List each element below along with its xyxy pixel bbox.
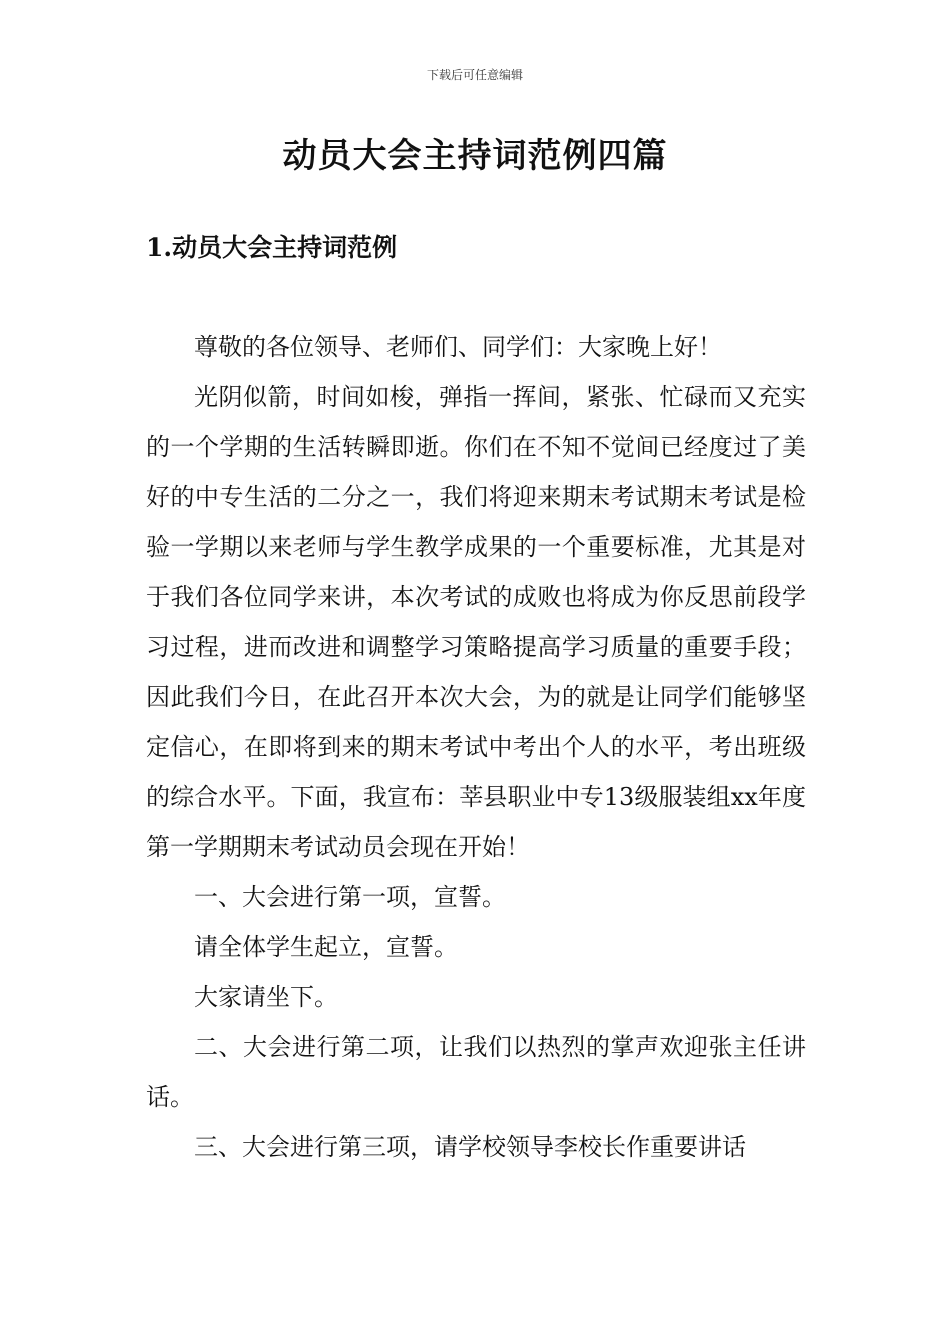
header-note: 下载后可任意编辑 <box>426 68 523 82</box>
paragraph-sit-down: 大家请坐下。 <box>194 983 338 1011</box>
document-title: 动员大会主持词范例四篇 <box>282 136 668 176</box>
paragraph-oath: 请全体学生起立，宣誓。 <box>194 933 458 961</box>
document-body <box>146 322 806 1172</box>
paragraph-item-1: 一、大会进行第一项，宣誓。 <box>194 883 506 911</box>
paragraph-item-2: 二、大会进行第二项，让我们以热烈的掌声欢迎张主任讲话。 <box>146 1033 806 1111</box>
paragraph-item-3: 三、大会进行第三项，请学校领导李校长作重要讲话 <box>194 1133 746 1161</box>
paragraph-greeting: 尊敬的各位领导、老师们、同学们：大家晚上好！ <box>194 333 722 361</box>
section-heading: 1.动员大会主持词范例 <box>146 233 398 262</box>
paragraph-opening: 光阴似箭，时间如梭，弹指一挥间，紧张、忙碌而又充实的一个学期的生活转瞬即逝。你们在不知不觉间已经度过了美好的中专生活的二分之一，我们将迎来期末考试期末考试是检验一学期以来老师与学生教学成果的一个重要标准，尤其是对于我们各位同学来讲，本次考试的成败也将成为你反思前段学习过程，进而改进和调整学习策略提高学习质量的重要手段；因此我们今日，在此召开本次大会，为的就是让同学们能够坚定信心，在即将到来的期末考试中考出个人的水平，考出班级的综合水平。下面，我宣布：莘县职业中专13级服装组xx年度第一学期期末考试动员会现在开始！ <box>146 383 806 861</box>
